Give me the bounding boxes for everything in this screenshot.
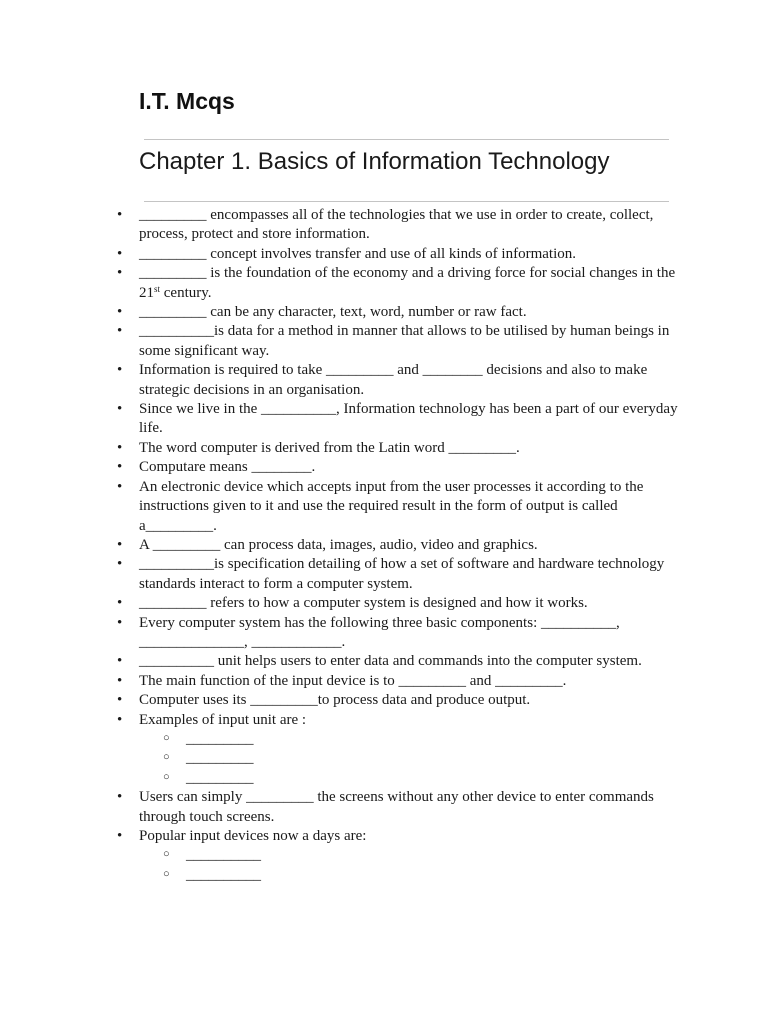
divider-top [144,139,669,140]
question-item: • Information is required to take _________ and ________ decisions and also to make strategic decisions in an organisation. [139,361,679,400]
answer-blank: ○ _________ [186,749,679,768]
document-title: I.T. Mcqs [139,88,235,114]
question-item: • _________ can be any character, text, word, number or raw fact. [139,303,679,322]
question-item: • An electronic device which accepts input from the user processes it according to the instructions given to it and use the required result in the form of output is called a_________. [139,478,679,536]
question-item [139,264,679,303]
question-text: Examples of input unit are : [139,711,307,728]
question-section [139,206,679,885]
question-item: • Computare means ________. [139,458,679,477]
question-text: Popular input devices now a days are: [139,828,367,844]
question-item: • _________ encompasses all of the technologies that we use in order to create, collect, process, protect and store information. [139,206,679,245]
question-item: • Computer uses its _________to process data and produce output. [139,691,679,710]
answer-blank: ○ __________ [186,846,679,865]
question-item: • __________is data for a method in manner that allows to be utilised by human beings in some significant way. [139,322,679,361]
question-item [139,827,679,885]
chapter-title: Chapter 1. Basics of Information Technology [139,148,610,175]
question-text-tail: century. [160,284,212,301]
answer-blank: ○ _________ [186,769,679,788]
question-item: • _________ concept involves transfer and use of all kinds of information. [139,245,679,264]
question-item: • Since we live in the __________, Information technology has been a part of our everyday life. [139,400,679,439]
popular-input-devices-list [139,846,679,885]
question-item: • Every computer system has the following three basic components: __________, ______________, ____________. [139,614,679,653]
question-item: • The main function of the input device is to _________ and _________. [139,672,679,691]
question-item: • __________ unit helps users to enter data and commands into the computer system. [139,652,679,671]
question-item: • A _________ can process data, images, audio, video and graphics. [139,536,679,555]
question-item: • The word computer is derived from the Latin word _________. [139,439,679,458]
answer-blank: ○ _________ [186,730,679,749]
question-item: • Users can simply _________ the screens without any other device to enter commands through touch screens. [139,788,679,827]
question-item: • __________is specification detailing of how a set of software and hardware technology standards interact to form a computer system. [139,555,679,594]
question-item: • _________ refers to how a computer system is designed and how it works. [139,594,679,613]
question-item [139,711,679,789]
question-text: _________ is the foundation of the economy and a driving force for social changes in the 21 [139,265,676,301]
divider-bottom [144,201,669,202]
question-list [139,206,679,885]
input-unit-examples-list [139,730,679,788]
answer-blank: ○ __________ [186,866,679,885]
superscript-st: st [154,283,161,294]
